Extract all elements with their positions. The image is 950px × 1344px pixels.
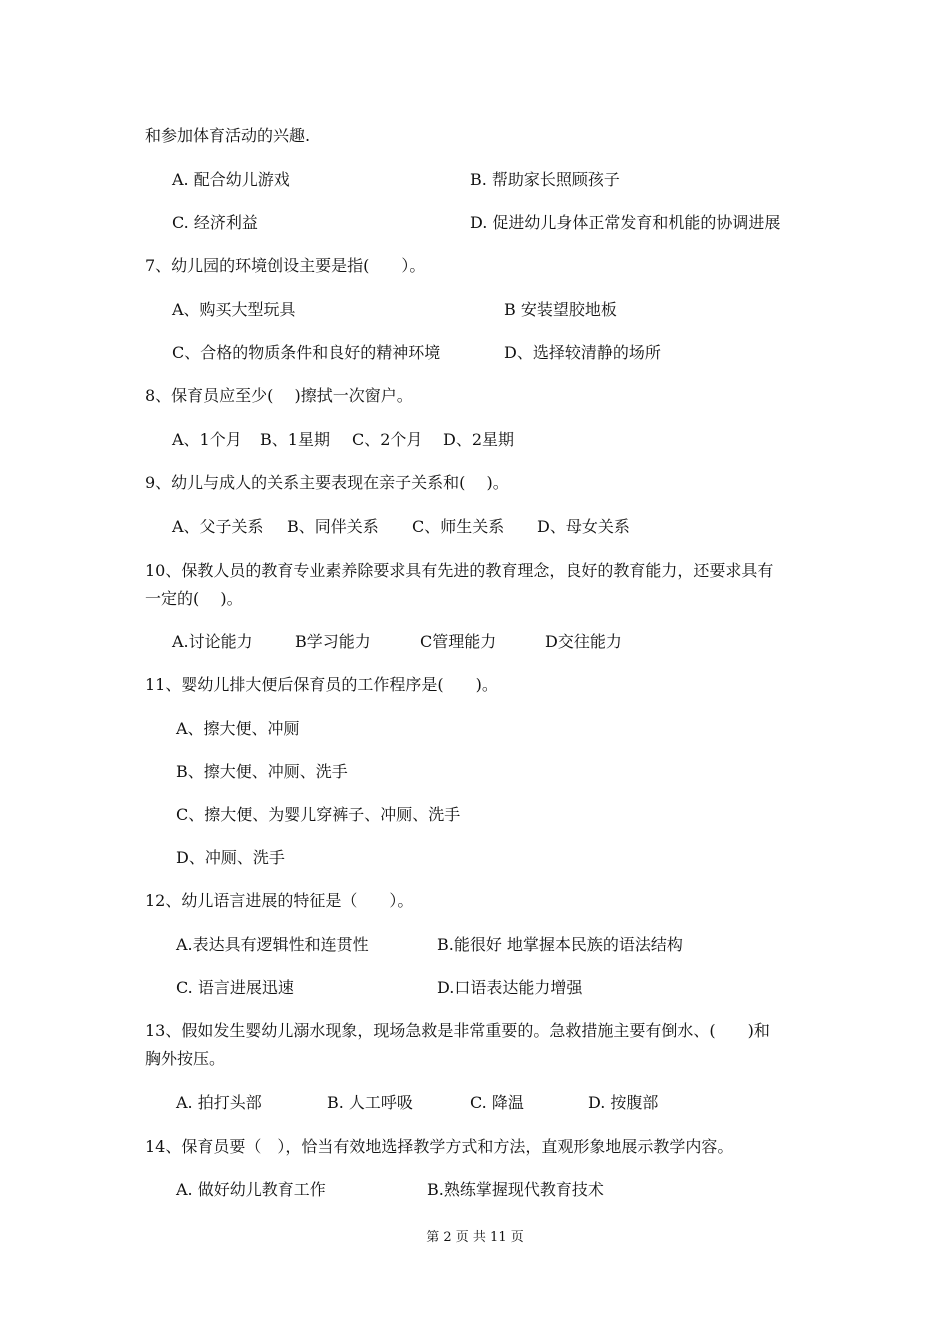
question-11-option-b: B、擦大便、冲厕、洗手 (176, 762, 348, 781)
question-11-option-d: D、冲厕、洗手 (176, 848, 285, 867)
question-13-stem-line-2: 胸外按压。 (145, 1049, 226, 1068)
question-11-option-a: A、擦大便、冲厕 (176, 719, 300, 738)
question-14-option-a: A. 做好幼儿教育工作 (176, 1180, 326, 1199)
question-10-option-c: C管理能力 (420, 632, 497, 651)
question-12-option-a: A.表达具有逻辑性和连贯性 (176, 935, 369, 954)
question-12-option-d: D.口语表达能力增强 (437, 978, 583, 997)
question-13-option-a: A. 拍打头部 (176, 1093, 262, 1112)
question-8-option-d: D、2星期 (443, 430, 515, 449)
question-10-stem-line-1: 10、保教人员的教育专业素养除要求具有先进的教育理念，良好的教育能力，还要求具有 (145, 561, 774, 580)
question-6-stem-tail: 和参加体育活动的兴趣. (145, 126, 311, 145)
question-12-stem: 12、幼儿语言进展的特征是（ ）。 (145, 891, 414, 910)
question-10-option-b: B学习能力 (295, 632, 371, 651)
question-7-option-a: A、购买大型玩具 (172, 300, 296, 319)
question-10-option-a: A.讨论能力 (172, 632, 253, 651)
question-7-option-b: B 安装望胶地板 (504, 300, 617, 319)
question-13-option-b: B. 人工呼吸 (327, 1093, 413, 1112)
question-8-stem: 8、保育员应至少( )擦拭一次窗户。 (145, 386, 413, 405)
question-8-option-a: A、1个月 (172, 430, 242, 449)
question-10-stem-line-2: 一定的( )。 (145, 589, 243, 608)
question-9-option-b: B、同伴关系 (287, 517, 379, 536)
question-6-option-b: B. 帮助家长照顾孩子 (470, 170, 620, 189)
question-7-option-c: C、合格的物质条件和良好的精神环境 (172, 343, 441, 362)
page-number-footer: 第 2 页 共 11 页 (426, 1230, 524, 1245)
question-13-option-d: D. 按腹部 (588, 1093, 659, 1112)
question-6-option-c: C. 经济利益 (172, 213, 258, 232)
question-11-option-c: C、擦大便、为婴儿穿裤子、冲厕、洗手 (176, 805, 461, 824)
question-14-stem: 14、保育员要（ ），恰当有效地选择教学方式和方法，直观形象地展示教学内容。 (145, 1137, 734, 1156)
question-10-option-d: D交往能力 (545, 632, 622, 651)
question-13-option-c: C. 降温 (470, 1093, 524, 1112)
question-12-option-c: C. 语言进展迅速 (176, 978, 294, 997)
question-11-stem: 11、婴幼儿排大便后保育员的工作程序是( )。 (145, 675, 498, 694)
question-14-option-b: B.熟练掌握现代教育技术 (427, 1180, 604, 1199)
question-7-stem: 7、幼儿园的环境创设主要是指( ）。 (145, 256, 426, 275)
question-8-option-c: C、2个月 (352, 430, 423, 449)
question-6-option-d: D. 促进幼儿身体正常发育和机能的协调进展 (470, 213, 781, 232)
question-13-stem-line-1: 13、假如发生婴幼儿溺水现象，现场急救是非常重要的。急救措施主要有倒水、( )和 (145, 1021, 770, 1040)
question-8-option-b: B、1星期 (260, 430, 330, 449)
question-12-option-b: B.能很好 地掌握本民族的语法结构 (437, 935, 683, 954)
question-9-option-d: D、母女关系 (537, 517, 630, 536)
question-7-option-d: D、选择较清静的场所 (504, 343, 661, 362)
question-9-stem: 9、幼儿与成人的关系主要表现在亲子关系和( )。 (145, 473, 509, 492)
question-6-option-a: A. 配合幼儿游戏 (172, 170, 290, 189)
question-9-option-a: A、父子关系 (172, 517, 264, 536)
question-9-option-c: C、师生关系 (412, 517, 505, 536)
